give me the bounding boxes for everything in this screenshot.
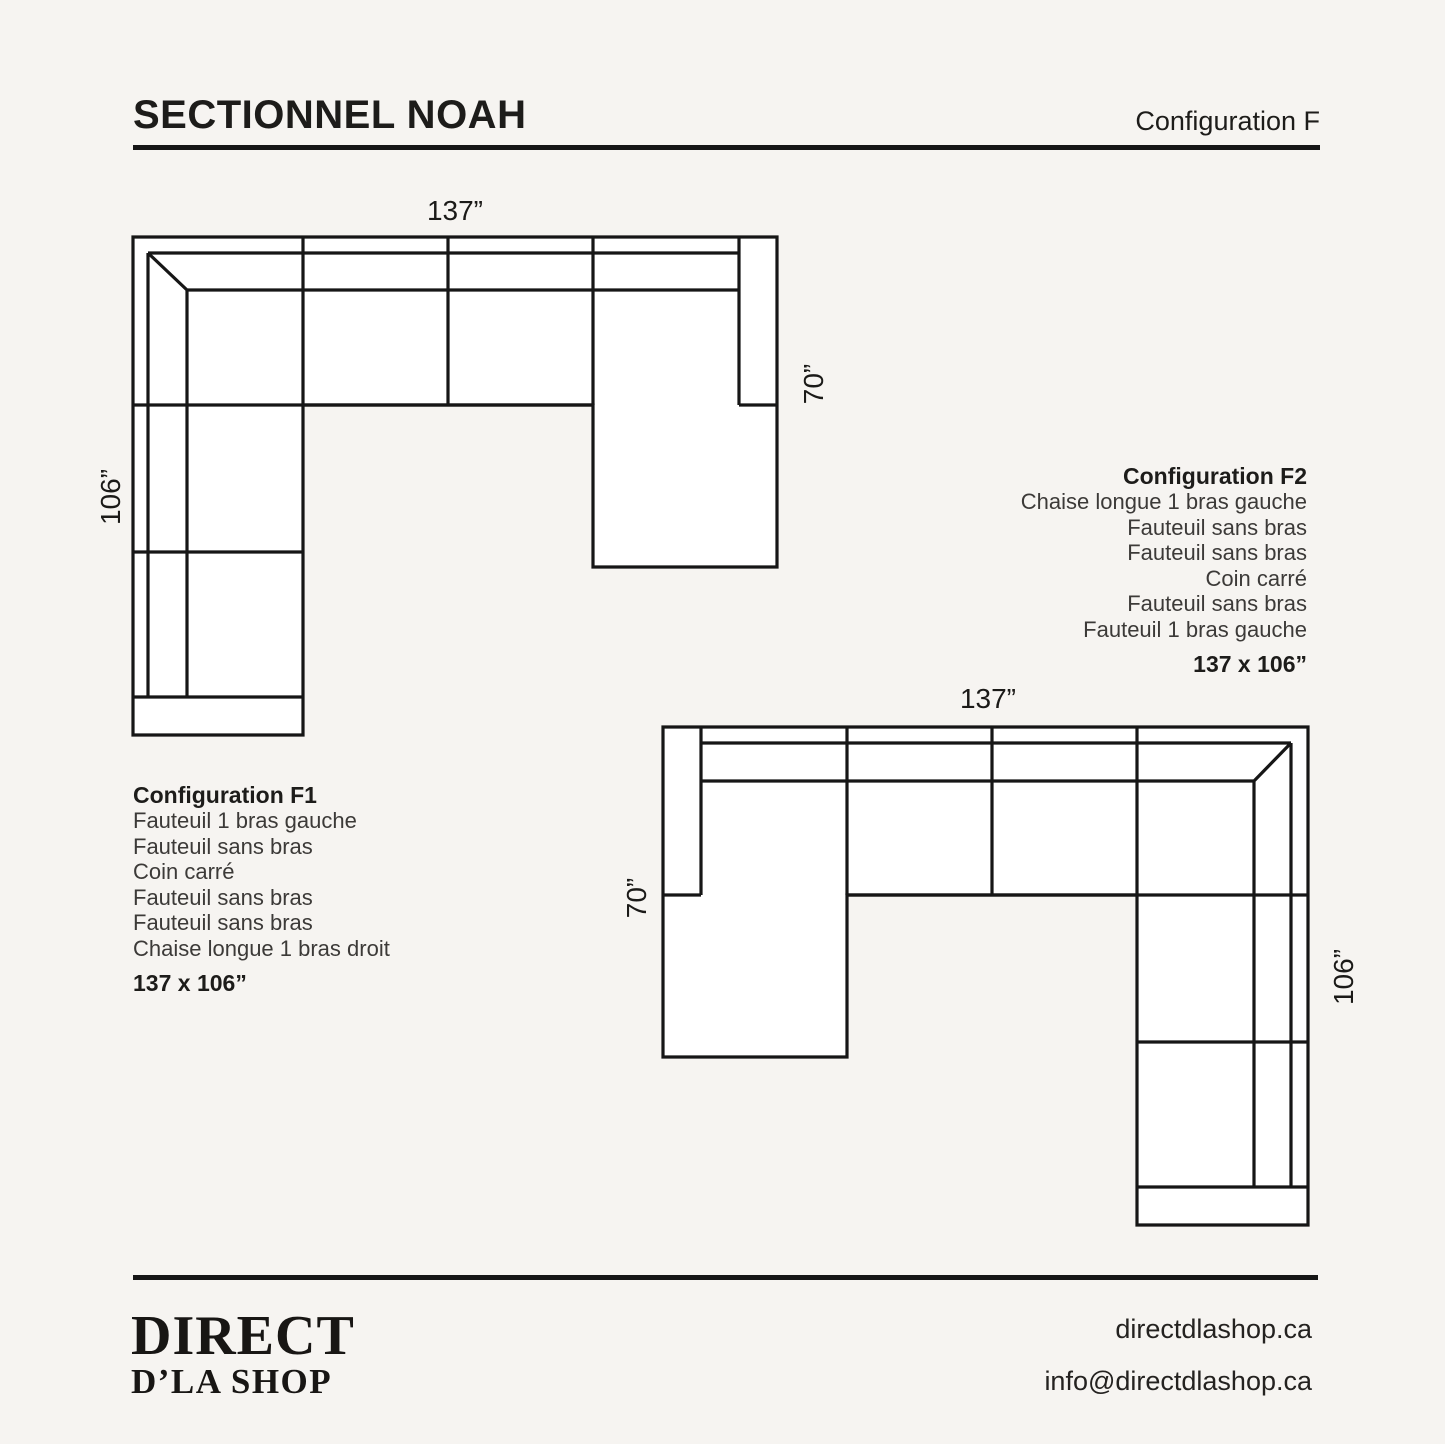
website-text: directdlashop.ca <box>1115 1314 1312 1344</box>
config-f2-block <box>1021 463 1307 677</box>
config-item: Fauteuil sans bras <box>133 910 313 935</box>
config-item: Coin carré <box>133 859 235 884</box>
page-title: SECTIONNEL NOAH <box>133 93 527 137</box>
config-item: Coin carré <box>1205 565 1307 591</box>
f1-height-dimension: 106” <box>95 468 126 526</box>
config-f2-dimensions: 137 x 106” <box>1193 651 1307 677</box>
brand-logo <box>131 1305 355 1401</box>
brand-logo-line1: DIRECT <box>131 1305 355 1367</box>
config-f2-heading: Configuration F2 <box>1123 463 1307 489</box>
config-f1-dimensions: 137 x 106” <box>133 970 247 996</box>
config-f1-items <box>133 808 390 961</box>
config-f1-block <box>133 782 390 996</box>
footer-rule <box>133 1275 1318 1280</box>
config-item: Fauteuil sans bras <box>1127 514 1307 540</box>
config-item: Fauteuil sans bras <box>133 884 313 910</box>
f1-outline <box>133 237 777 735</box>
config-item: Chaise longue 1 bras droit <box>133 935 390 961</box>
f1-chaise-depth-dimension: 70” <box>798 363 829 405</box>
config-item: Fauteuil 1 bras gauche <box>1083 616 1307 642</box>
config-f2-items <box>1021 489 1307 642</box>
f2-outline <box>663 727 1308 1225</box>
f1-width-dimension: 137” <box>426 195 484 226</box>
config-item: Fauteuil sans bras <box>1127 591 1307 616</box>
config-item: Fauteuil 1 bras gauche <box>133 808 357 833</box>
config-item: Fauteuil sans bras <box>133 833 313 859</box>
email-text: info@directdlashop.ca <box>1044 1366 1312 1396</box>
config-f1-heading: Configuration F1 <box>133 782 317 808</box>
config-item: Fauteuil sans bras <box>1127 540 1307 565</box>
diagram-f1 <box>95 195 829 735</box>
f2-width-dimension: 137” <box>959 683 1017 714</box>
brand-logo-line2: D’LA SHOP <box>131 1362 333 1401</box>
config-item: Chaise longue 1 bras gauche <box>1020 489 1307 514</box>
diagram-f2 <box>621 683 1359 1225</box>
configuration-label: Configuration F <box>1135 106 1320 136</box>
f2-chaise-depth-dimension: 70” <box>621 877 652 919</box>
f2-height-dimension: 106” <box>1328 948 1359 1006</box>
